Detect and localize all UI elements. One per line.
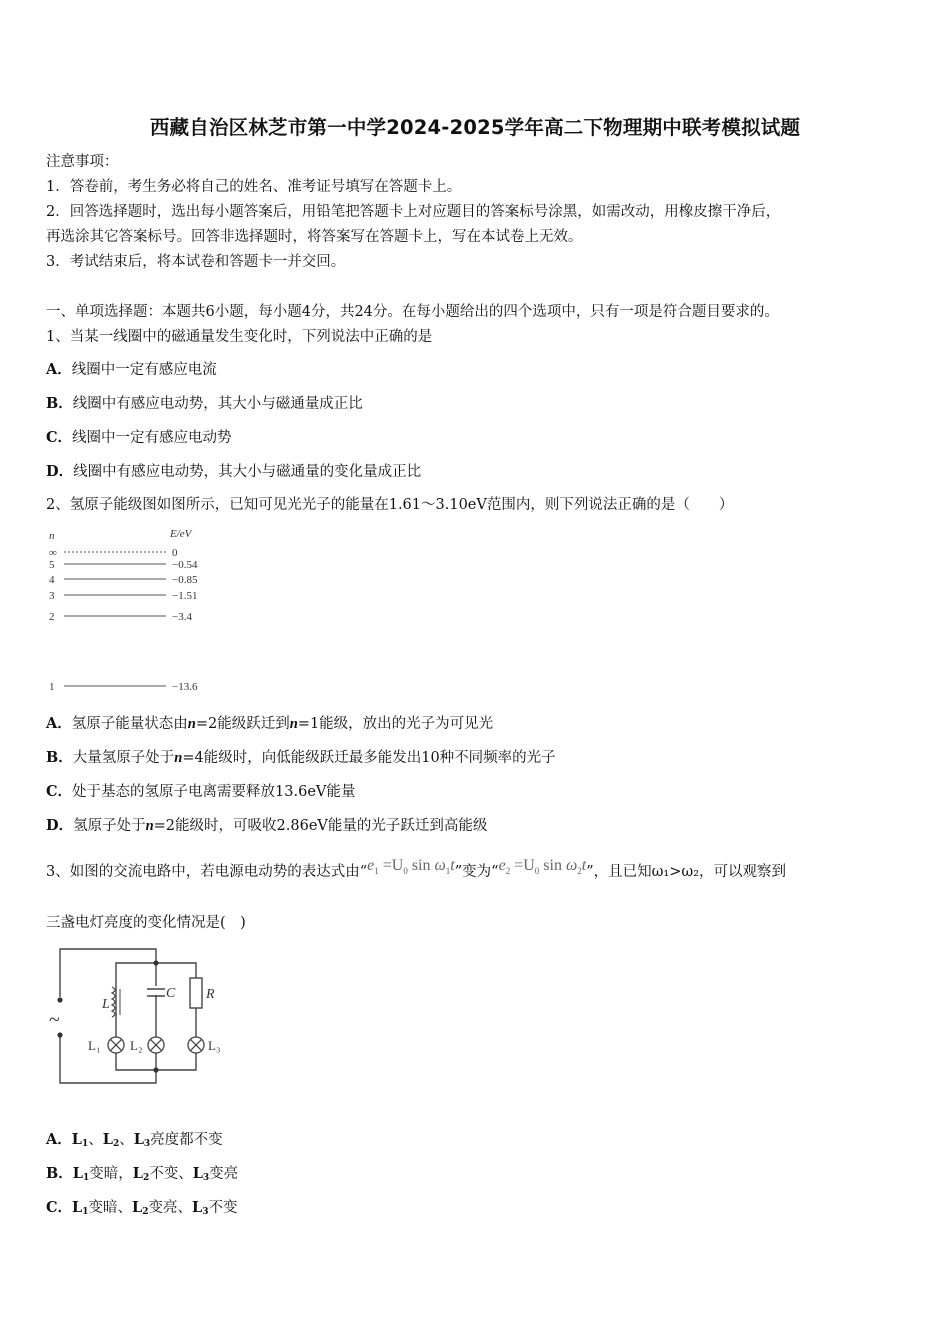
option-label: C． xyxy=(46,783,73,800)
option-text: 线圈中有感应电动势，其大小与磁通量成正比 xyxy=(72,396,363,412)
emf-formula-2 xyxy=(498,857,587,877)
subscript: 3 xyxy=(202,1207,209,1217)
option-label: B． xyxy=(46,395,73,412)
lamp-name: L xyxy=(132,1199,143,1216)
option-text: 氢原子能量状态由 xyxy=(71,716,188,732)
subscript: 3 xyxy=(143,1139,151,1149)
option-text: 不变、 xyxy=(149,1166,193,1182)
q2-option-d xyxy=(46,816,487,836)
option-text: 线圈中一定有感应电流 xyxy=(71,362,217,378)
q3-option-b xyxy=(46,1164,238,1188)
stem-text: ”变为“ xyxy=(454,864,499,880)
level-energy-label: −13.6 xyxy=(172,681,198,693)
junction-dot xyxy=(153,1067,158,1072)
lamp-name: L xyxy=(132,1165,143,1182)
q1-option-b xyxy=(46,394,363,414)
lamp-name: L xyxy=(192,1165,203,1182)
subscript: 1 xyxy=(374,866,379,877)
option-label: D． xyxy=(46,817,74,834)
lamp-name: L xyxy=(72,1165,83,1182)
n-axis-label: n xyxy=(49,530,55,542)
option-text: 变暗， xyxy=(89,1166,133,1182)
capacitor-gap-fill xyxy=(154,990,158,995)
inductor-coil xyxy=(112,987,115,1017)
subscript: 0 xyxy=(534,866,540,877)
option-text: 线圈中一定有感应电动势 xyxy=(72,430,232,446)
stem-text: 3、如图的交流电路中，若电源电动势的表达式由“ xyxy=(46,864,368,880)
level-n-label: 1 xyxy=(49,681,55,693)
q2-option-a xyxy=(46,714,493,734)
symbol: ω xyxy=(565,857,578,874)
lamp-l3-label: L₃ xyxy=(208,1038,221,1053)
energy-levels xyxy=(49,547,198,693)
symbol: sin xyxy=(407,857,435,874)
option-label: D． xyxy=(46,463,74,480)
option-text: =2能级时，可吸收2.86eV能量的光子跃迁到高能级 xyxy=(153,818,488,834)
subscript: 2 xyxy=(142,1207,149,1217)
option-label: B． xyxy=(46,1165,73,1182)
symbol: =U xyxy=(378,857,404,874)
quantum-number: n xyxy=(187,716,196,732)
energy-level-diagram xyxy=(46,526,226,698)
option-text: 不变 xyxy=(208,1200,238,1216)
level-n-label: 5 xyxy=(49,559,55,571)
option-text: 、 xyxy=(88,1132,103,1148)
terminal-dot xyxy=(57,1032,62,1037)
subscript: 1 xyxy=(81,1139,89,1149)
option-text: =4能级时，向低能级跃迁最多能发出10种不同频率的光子 xyxy=(182,750,556,766)
energy-axis-label: E/eV xyxy=(170,528,192,540)
symbol: e xyxy=(498,857,506,874)
option-text: =2能级跃迁到 xyxy=(195,716,290,732)
junction-dot xyxy=(153,960,158,965)
option-text: 氢原子处于 xyxy=(73,818,146,834)
quantum-number: n xyxy=(289,716,298,732)
option-text: =1能级，放出的光子为可见光 xyxy=(297,716,494,732)
subscript: 1 xyxy=(445,866,451,877)
subscript: 2 xyxy=(505,866,511,877)
symbol: ω xyxy=(434,857,446,874)
option-text: 处于基态的氢原子电离需要释放13.6eV能量 xyxy=(72,784,356,800)
terminal-dot xyxy=(57,997,62,1002)
ac-circuit-diagram xyxy=(46,945,236,1095)
level-n-label: ∞ xyxy=(49,547,57,559)
level-energy-label: −0.85 xyxy=(172,574,198,586)
lamp-l2-label: L₂ xyxy=(130,1038,143,1053)
q1-option-d xyxy=(46,462,421,482)
option-label: A． xyxy=(46,715,72,732)
subscript: 3 xyxy=(202,1173,210,1183)
ac-source-symbol: ~ xyxy=(49,1009,60,1031)
subscript: 1 xyxy=(82,1173,90,1183)
q2-option-c xyxy=(46,782,355,802)
q1-stem: 1、当某一线圈中的磁通量发生变化时，下列说法中正确的是 xyxy=(46,329,433,345)
q3-option-a xyxy=(46,1130,223,1154)
level-n-label: 3 xyxy=(49,590,55,602)
exam-title: 西藏自治区林芝市第一中学2024-2025学年高二下物理期中联考模拟试题 xyxy=(149,116,801,139)
stem-text: ”，且已知ω₁>ω₂，可以观察到 xyxy=(586,864,787,880)
option-label: C． xyxy=(46,1199,73,1216)
option-text: 变暗、 xyxy=(88,1200,133,1216)
option-text: 、 xyxy=(119,1132,134,1148)
subscript: 2 xyxy=(577,866,582,877)
lamp-l1-label: L₁ xyxy=(88,1038,101,1053)
lamp-name: L xyxy=(133,1131,144,1148)
lamp-name: L xyxy=(71,1131,82,1148)
quantum-number: n xyxy=(145,818,154,834)
lamp-name: L xyxy=(102,1131,113,1148)
subscript: 1 xyxy=(82,1207,89,1217)
q3-stem xyxy=(46,857,787,887)
subscript: 0 xyxy=(403,866,408,877)
option-text: 亮度都不变 xyxy=(150,1132,223,1148)
symbol: sin xyxy=(539,857,566,874)
symbol: t xyxy=(450,857,455,874)
notice-heading: 注意事项： xyxy=(46,154,119,170)
notice-item-1: 1．答卷前，考生务必将自己的姓名、准考证号填写在答题卡上。 xyxy=(46,179,462,195)
symbol: t xyxy=(581,857,587,874)
q3-stem-line2: 三盏电灯亮度的变化情况是( ) xyxy=(46,915,246,931)
inductor-label: L xyxy=(102,997,110,1012)
option-label: B． xyxy=(46,749,73,766)
q1-option-c xyxy=(46,428,232,448)
option-text: 变亮 xyxy=(209,1166,239,1182)
option-text: 变亮、 xyxy=(148,1200,192,1216)
subscript: 2 xyxy=(112,1139,120,1149)
symbol: =U xyxy=(510,857,535,874)
level-energy-label: 0 xyxy=(172,547,178,559)
outer-wire xyxy=(60,949,156,1083)
notice-item-2-cont: 再选涂其它答案标号。回答非选择题时，将答案写在答题卡上，写在本试卷上无效。 xyxy=(46,229,583,245)
quantum-number: n xyxy=(174,750,183,766)
lamp-name: L xyxy=(191,1199,203,1216)
option-label: A． xyxy=(46,1131,72,1148)
level-energy-label: −3.4 xyxy=(172,611,192,623)
level-energy-label: −1.51 xyxy=(172,590,198,602)
notice-item-3: 3．考试结束后，将本试卷和答题卡一并交回。 xyxy=(46,254,346,270)
notice-item-2: 2．回答选择题时，选出每小题答案后，用铅笔把答题卡上对应题目的答案标号涂黑，如需改动，用橡皮擦干净后， xyxy=(46,204,781,220)
option-text: 大量氢原子处于 xyxy=(72,750,175,766)
option-text: 线圈中有感应电动势，其大小与磁通量的变化量成正比 xyxy=(73,464,422,480)
option-label: C． xyxy=(46,429,73,446)
level-n-label: 2 xyxy=(49,611,55,623)
capacitor-label: C xyxy=(166,986,176,1001)
symbol: e xyxy=(367,857,375,874)
q2-stem: 2、氢原子能级图如图所示，已知可见光光子的能量在1.61～3.10eV范围内，则下列说法正确的是（ ） xyxy=(46,497,734,513)
option-label: A． xyxy=(46,361,72,378)
lamp-name: L xyxy=(72,1199,83,1216)
emf-formula-1 xyxy=(367,857,455,877)
q2-option-b xyxy=(46,748,556,768)
section-header: 一、单项选择题：本题共6小题，每小题4分，共24分。在每小题给出的四个选项中，只有一项是符合题目要求的。 xyxy=(46,304,779,320)
subscript: 2 xyxy=(142,1173,150,1183)
level-n-label: 4 xyxy=(49,574,55,586)
resistor-label: R xyxy=(206,987,215,1002)
q1-option-a xyxy=(46,360,217,380)
level-energy-label: −0.54 xyxy=(172,559,198,571)
q3-option-c xyxy=(46,1198,237,1222)
resistor xyxy=(190,978,202,1008)
